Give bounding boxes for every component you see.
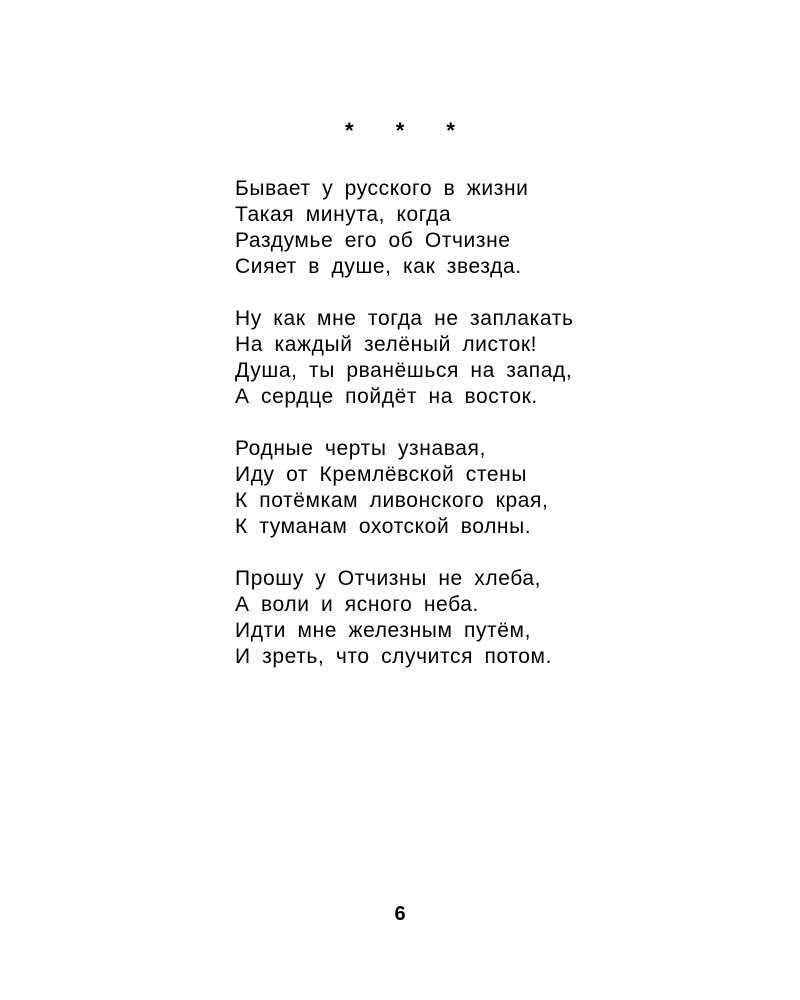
poem-line: Бывает у русского в жизни bbox=[235, 177, 529, 200]
page-number: 6 bbox=[394, 903, 406, 925]
poem-line: Прошу у Отчизны не хлеба, bbox=[235, 567, 542, 590]
poem-line: Идти мне железным путём, bbox=[235, 619, 532, 642]
poem-line: Ну как мне тогда не заплакать bbox=[235, 307, 574, 330]
section-separator: * * * bbox=[345, 118, 473, 143]
poem-line: Душа, ты рванёшься на запад, bbox=[235, 359, 573, 382]
poem-line: Иду от Кремлёвской стены bbox=[235, 463, 528, 486]
stanza-3 bbox=[235, 436, 685, 540]
poem-line: Сияет в душе, как звезда. bbox=[235, 255, 522, 278]
poem-line: А воли и ясного неба. bbox=[235, 593, 479, 616]
poem-line: А сердце пойдёт на восток. bbox=[235, 385, 538, 408]
poem-line: На каждый зелёный листок! bbox=[235, 333, 538, 356]
poem-line: К туманам охотской волны. bbox=[235, 515, 532, 538]
poem-line: И зреть, что случится потом. bbox=[235, 645, 553, 668]
stanza-4 bbox=[235, 566, 685, 670]
poem-line: Раздумье его об Отчизне bbox=[235, 229, 511, 252]
stanza-1 bbox=[235, 176, 685, 280]
poem-line: Такая минута, когда bbox=[235, 203, 452, 226]
poem bbox=[235, 176, 685, 696]
poem-line: К потёмкам ливонского края, bbox=[235, 489, 549, 512]
stanza-2 bbox=[235, 306, 685, 410]
poem-line: Родные черты узнавая, bbox=[235, 437, 486, 460]
